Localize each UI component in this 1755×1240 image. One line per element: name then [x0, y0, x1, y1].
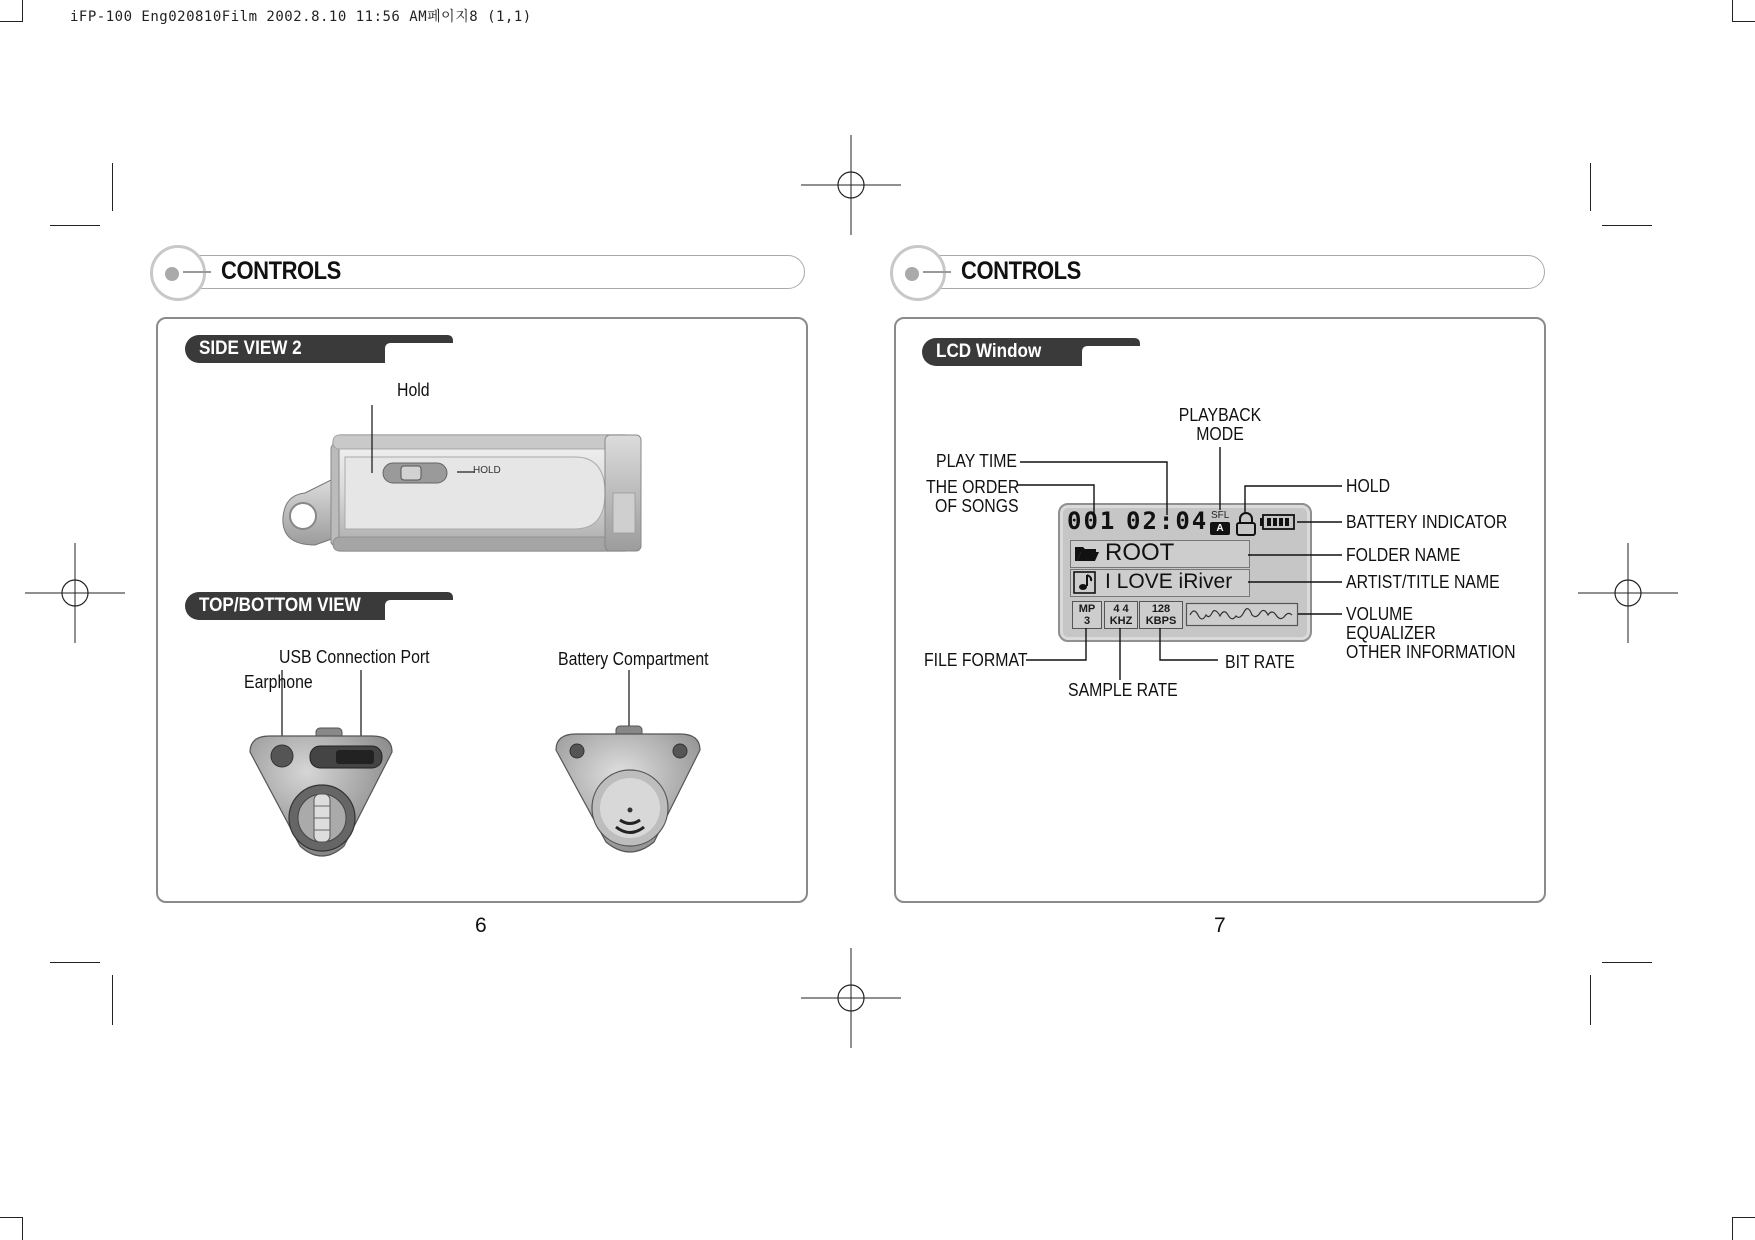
callout-artist: ARTIST/TITLE NAME [1346, 572, 1500, 592]
bit-rate-bottom: KBPS [1145, 615, 1177, 627]
battery-compartment-label: Battery Compartment [558, 649, 709, 669]
callout-folder: FOLDER NAME [1346, 545, 1461, 565]
callout-file-format: FILE FORMAT [924, 650, 1028, 670]
file-format-top: MP [1078, 603, 1096, 615]
left-page-number: 6 [475, 914, 487, 937]
lcd-folder-name: ROOT [1105, 539, 1175, 566]
sample-rate-top: 4 4 [1113, 603, 1129, 615]
hold-label: Hold [397, 380, 430, 400]
lcd-song-order: 001 [1067, 507, 1117, 535]
earphone-label: Earphone [244, 672, 313, 692]
callout-playback-mode-1: PLAYBACK [1178, 405, 1262, 425]
usb-port-label: USB Connection Port [279, 647, 430, 667]
lcd-track-name: I LOVE iRiver [1105, 570, 1233, 593]
callout-order-1: THE ORDER [926, 477, 1020, 497]
callout-hold: HOLD [1346, 476, 1391, 496]
top-bottom-view-tab-label: TOP/BOTTOM VIEW [199, 595, 361, 616]
print-header: iFP-100 Eng020810Film 2002.8.10 11:56 AM페이지8 (1,1) [70, 9, 532, 25]
left-section-title: CONTROLS [221, 257, 341, 285]
bit-rate-top: 128 [1151, 603, 1171, 615]
callout-volume-3: OTHER INFORMATION [1346, 642, 1516, 662]
callout-battery: BATTERY INDICATOR [1346, 512, 1508, 532]
callout-volume-1: VOLUME [1346, 604, 1413, 624]
callout-playback-mode-2: MODE [1196, 424, 1244, 444]
callout-bit-rate: BIT RATE [1225, 652, 1295, 672]
file-format-bottom: 3 [1083, 615, 1091, 627]
lcd-playback-mode-badge: A [1210, 522, 1230, 535]
device-hold-text: HOLD [473, 465, 501, 476]
callout-volume-2: EQUALIZER [1346, 623, 1436, 643]
side-view-tab-label: SIDE VIEW 2 [199, 338, 302, 359]
callout-order-2: OF SONGS [935, 496, 1019, 516]
sample-rate-bottom: KHZ [1109, 615, 1133, 627]
callout-play-time: PLAY TIME [936, 451, 1018, 471]
lcd-play-time: 02:04 [1126, 507, 1209, 535]
callout-sample-rate: SAMPLE RATE [1068, 680, 1178, 700]
right-section-title: CONTROLS [961, 257, 1081, 285]
lcd-playback-mode-text: SFL [1211, 510, 1230, 521]
lcd-window-tab-label: LCD Window [936, 341, 1042, 362]
right-page-number: 7 [1214, 914, 1226, 937]
